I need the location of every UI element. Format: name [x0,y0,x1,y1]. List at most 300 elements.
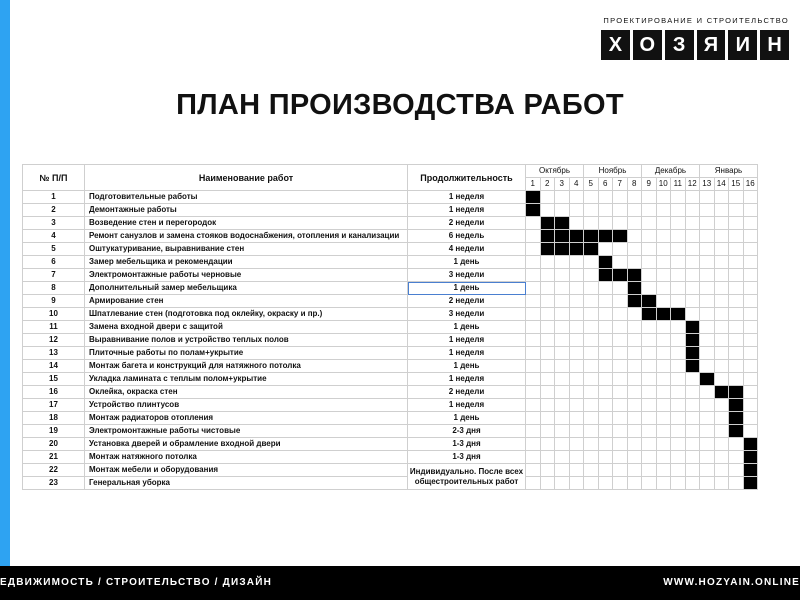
schedule-cell [656,295,671,308]
schedule-cell [584,425,599,438]
schedule-cell [700,477,715,490]
schedule-cell [743,230,758,243]
schedule-cell [656,204,671,217]
schedule-cell [540,347,555,360]
schedule-cell [540,438,555,451]
schedule-cell [627,308,642,321]
schedule-cell [569,191,584,204]
schedule-cell [642,334,657,347]
schedule-cell [540,256,555,269]
schedule-cell [598,282,613,295]
schedule-cell [743,412,758,425]
schedule-cell [540,425,555,438]
row-number: 17 [23,399,85,412]
schedule-cell [656,464,671,477]
schedule-cell [642,451,657,464]
schedule-cell [555,438,570,451]
schedule-cell [613,360,628,373]
schedule-cell [598,399,613,412]
schedule-cell [671,451,686,464]
schedule-cell [700,230,715,243]
schedule-cell [598,373,613,386]
schedule-cell [700,282,715,295]
work-duration: 3 недели [408,269,526,282]
week-header: 14 [714,178,729,191]
schedule-cell [642,204,657,217]
row-number: 13 [23,347,85,360]
schedule-cell [540,477,555,490]
schedule-cell [714,451,729,464]
schedule-cell [685,230,700,243]
schedule-cell [569,204,584,217]
schedule-bar-cell [598,256,613,269]
schedule-cell [598,451,613,464]
row-number: 3 [23,217,85,230]
schedule-cell [729,217,744,230]
brand-letter: Н [760,30,789,60]
schedule-cell [656,321,671,334]
schedule-cell [671,386,686,399]
schedule-cell [671,464,686,477]
schedule-cell [642,438,657,451]
schedule-cell [569,425,584,438]
week-header: 6 [598,178,613,191]
schedule-cell [714,217,729,230]
work-duration: 2 недели [408,295,526,308]
schedule-cell [526,243,541,256]
schedule-cell [613,204,628,217]
schedule-cell [642,191,657,204]
table-row [23,347,758,360]
schedule-cell [656,425,671,438]
schedule-cell [598,477,613,490]
table-row [23,321,758,334]
table-row [23,464,758,477]
schedule-cell [700,217,715,230]
schedule-cell [569,282,584,295]
schedule-bar-cell [685,334,700,347]
schedule-cell [555,321,570,334]
schedule-cell [555,308,570,321]
schedule-cell [613,243,628,256]
work-name: Устройство плинтусов [85,399,408,412]
schedule-cell [656,256,671,269]
schedule-bar-cell [613,230,628,243]
schedule-cell [729,243,744,256]
schedule-cell [584,256,599,269]
schedule-cell [613,334,628,347]
schedule-cell [700,256,715,269]
schedule-cell [671,295,686,308]
schedule-cell [584,282,599,295]
schedule-cell [671,217,686,230]
work-duration: 1 день [408,256,526,269]
schedule-bar-cell [584,230,599,243]
brand-letter: О [633,30,662,60]
work-name: Замена входной двери с защитой [85,321,408,334]
schedule-cell [526,438,541,451]
schedule-cell [555,399,570,412]
schedule-cell [656,347,671,360]
schedule-cell [729,464,744,477]
schedule-cell [642,464,657,477]
schedule-bar-cell [555,243,570,256]
schedule-cell [714,191,729,204]
schedule-cell [743,360,758,373]
schedule-cell [540,282,555,295]
schedule-cell [685,477,700,490]
table-row [23,386,758,399]
schedule-cell [613,321,628,334]
schedule-cell [584,204,599,217]
row-number: 20 [23,438,85,451]
work-duration: 1 неделя [408,191,526,204]
schedule-cell [569,373,584,386]
schedule-cell [743,256,758,269]
schedule-cell [569,347,584,360]
schedule-cell [685,243,700,256]
schedule-cell [700,451,715,464]
schedule-bar-cell [555,217,570,230]
week-header: 8 [627,178,642,191]
schedule-cell [685,451,700,464]
col-header-name: Наименование работ [85,165,408,191]
schedule-cell [714,269,729,282]
schedule-cell [700,412,715,425]
week-header: 10 [656,178,671,191]
schedule-cell [700,360,715,373]
col-header-duration: Продолжительность [408,165,526,191]
schedule-cell [613,308,628,321]
schedule-cell [569,464,584,477]
schedule-cell [627,230,642,243]
week-header: 7 [613,178,628,191]
schedule-bar-cell [743,477,758,490]
work-duration[interactable]: 1 день [408,282,526,295]
schedule-cell [526,386,541,399]
schedule-cell [685,438,700,451]
work-name: Монтаж багета и конструкций для натяжного потолка [85,360,408,373]
schedule-cell [526,464,541,477]
schedule-cell [743,282,758,295]
table-row [23,412,758,425]
work-name: Монтаж мебели и оборудования [85,464,408,477]
work-duration: 2-3 дня [408,425,526,438]
schedule-cell [526,282,541,295]
schedule-cell [627,412,642,425]
schedule-cell [656,373,671,386]
schedule-cell [743,373,758,386]
week-header: 16 [743,178,758,191]
schedule-cell [743,347,758,360]
work-duration: 6 недель [408,230,526,243]
schedule-cell [656,438,671,451]
month-header: Ноябрь [584,165,642,178]
schedule-cell [656,360,671,373]
schedule-cell [613,477,628,490]
schedule-cell [714,360,729,373]
brand-letter: Х [601,30,630,60]
schedule-cell [627,191,642,204]
schedule-cell [598,425,613,438]
table-row [23,230,758,243]
schedule-cell [714,282,729,295]
schedule-cell [642,282,657,295]
schedule-bar-cell [729,425,744,438]
schedule-cell [613,373,628,386]
schedule-cell [526,360,541,373]
row-number: 16 [23,386,85,399]
schedule-cell [555,295,570,308]
schedule-cell [540,269,555,282]
schedule-cell [540,321,555,334]
header-row [23,165,758,178]
work-duration: 1 неделя [408,373,526,386]
schedule-cell [700,204,715,217]
table-row [23,282,758,295]
schedule-cell [700,269,715,282]
work-name: Установка дверей и обрамление входной двери [85,438,408,451]
schedule-cell [569,308,584,321]
table-row [23,269,758,282]
schedule-cell [555,256,570,269]
schedule-cell [685,373,700,386]
schedule-cell [743,321,758,334]
schedule-cell [584,308,599,321]
table-row [23,399,758,412]
work-duration: 2 недели [408,386,526,399]
schedule-cell [714,256,729,269]
week-header: 9 [642,178,657,191]
schedule-cell [613,386,628,399]
schedule-cell [555,334,570,347]
schedule-cell [743,295,758,308]
schedule-cell [526,334,541,347]
schedule-cell [729,477,744,490]
schedule-cell [671,373,686,386]
schedule-cell [729,191,744,204]
schedule-cell [584,399,599,412]
work-name: Монтаж натяжного потолка [85,451,408,464]
schedule-cell [613,425,628,438]
schedule-cell [540,399,555,412]
schedule-cell [526,256,541,269]
work-duration: 1 день [408,412,526,425]
table-row [23,360,758,373]
schedule-cell [642,347,657,360]
schedule-cell [598,386,613,399]
schedule-cell [700,295,715,308]
schedule-bar-cell [598,230,613,243]
schedule-cell [540,204,555,217]
schedule-cell [642,269,657,282]
schedule-cell [642,412,657,425]
schedule-cell [569,386,584,399]
row-number: 21 [23,451,85,464]
schedule-cell [613,347,628,360]
schedule-cell [656,386,671,399]
schedule-bar-cell [743,464,758,477]
schedule-cell [671,347,686,360]
schedule-cell [555,191,570,204]
schedule-cell [627,477,642,490]
schedule-cell [700,425,715,438]
schedule-cell [627,360,642,373]
schedule-cell [656,334,671,347]
schedule-cell [555,477,570,490]
work-name: Возведение стен и перегородок [85,217,408,230]
schedule-cell [671,269,686,282]
schedule-cell [555,282,570,295]
brand-logo [601,16,789,60]
schedule-cell [613,217,628,230]
schedule-cell [714,334,729,347]
schedule-cell [642,399,657,412]
schedule-cell [555,464,570,477]
schedule-cell [555,451,570,464]
schedule-cell [700,191,715,204]
schedule-cell [685,269,700,282]
schedule-cell [714,321,729,334]
schedule-cell [540,464,555,477]
schedule-cell [729,321,744,334]
schedule-cell [598,191,613,204]
work-duration: 1 неделя [408,399,526,412]
schedule-cell [569,295,584,308]
schedule-cell [526,217,541,230]
schedule-cell [584,477,599,490]
work-name: Ремонт санузлов и замена стояков водоснабжения, отопления и канализации [85,230,408,243]
schedule-cell [526,373,541,386]
work-name: Замер мебельщика и рекомендации [85,256,408,269]
month-header: Январь [700,165,758,178]
schedule-cell [584,191,599,204]
week-header: 1 [526,178,541,191]
schedule-cell [598,360,613,373]
schedule-bar-cell [627,295,642,308]
schedule-cell [526,347,541,360]
row-number: 14 [23,360,85,373]
schedule-cell [642,243,657,256]
table-row [23,451,758,464]
schedule-cell [700,334,715,347]
brand-letter: Я [697,30,726,60]
schedule-bar-cell [526,204,541,217]
schedule-bar-cell [714,386,729,399]
schedule-cell [627,464,642,477]
schedule-cell [613,295,628,308]
schedule-cell [598,321,613,334]
work-name: Шпатлевание стен (подготовка под оклейку, окраску и пр.) [85,308,408,321]
schedule-bar-cell [569,230,584,243]
schedule-cell [642,425,657,438]
schedule-cell [598,412,613,425]
schedule-cell [729,256,744,269]
work-duration: 1-3 дня [408,451,526,464]
schedule-cell [613,282,628,295]
schedule-cell [700,386,715,399]
table-row [23,438,758,451]
schedule-cell [685,191,700,204]
brand-letter: З [665,30,694,60]
brand-caption: ПРОЕКТИРОВАНИЕ И СТРОИТЕЛЬСТВО [603,16,789,25]
schedule-cell [584,373,599,386]
schedule-cell [613,412,628,425]
schedule-cell [743,308,758,321]
schedule-cell [540,386,555,399]
schedule-cell [671,334,686,347]
schedule-bar-cell [729,399,744,412]
schedule-cell [656,191,671,204]
table-row [23,204,758,217]
schedule-cell [540,412,555,425]
schedule-cell [642,477,657,490]
schedule-cell [627,451,642,464]
schedule-cell [540,451,555,464]
schedule-cell [555,269,570,282]
schedule-cell [555,373,570,386]
week-header: 11 [671,178,686,191]
schedule-cell [526,412,541,425]
schedule-bar-cell [671,308,686,321]
schedule-cell [729,347,744,360]
schedule-cell [613,191,628,204]
schedule-cell [642,256,657,269]
schedule-cell [714,464,729,477]
row-number: 4 [23,230,85,243]
footer-website: WWW.HOZYAIN.ONLINE [663,577,800,588]
schedule-cell [526,477,541,490]
schedule-cell [714,477,729,490]
work-name: Электромонтажные работы черновые [85,269,408,282]
schedule-cell [700,308,715,321]
schedule-bar-cell [540,217,555,230]
schedule-cell [584,321,599,334]
page-title: ПЛАН ПРОИЗВОДСТВА РАБОТ [176,89,624,121]
schedule-cell [729,269,744,282]
schedule-cell [714,438,729,451]
schedule-cell [627,386,642,399]
schedule-cell [729,230,744,243]
schedule-cell [540,360,555,373]
work-name: Армирование стен [85,295,408,308]
schedule-cell [685,399,700,412]
brand-letter: И [728,30,757,60]
schedule-cell [685,256,700,269]
schedule-bar-cell [729,412,744,425]
schedule-cell [584,386,599,399]
row-number: 18 [23,412,85,425]
schedule-cell [555,204,570,217]
schedule-cell [729,308,744,321]
table-row [23,425,758,438]
work-name: Оклейка, окраска стен [85,386,408,399]
schedule-cell [584,295,599,308]
schedule-cell [743,334,758,347]
work-name: Монтаж радиаторов отопления [85,412,408,425]
schedule-cell [642,373,657,386]
work-name: Демонтажные работы [85,204,408,217]
work-duration: 1 неделя [408,334,526,347]
schedule-cell [656,412,671,425]
row-number: 10 [23,308,85,321]
row-number: 22 [23,464,85,477]
schedule-cell [642,360,657,373]
schedule-cell [555,347,570,360]
week-header: 2 [540,178,555,191]
work-duration: 2 недели [408,217,526,230]
schedule-cell [656,282,671,295]
